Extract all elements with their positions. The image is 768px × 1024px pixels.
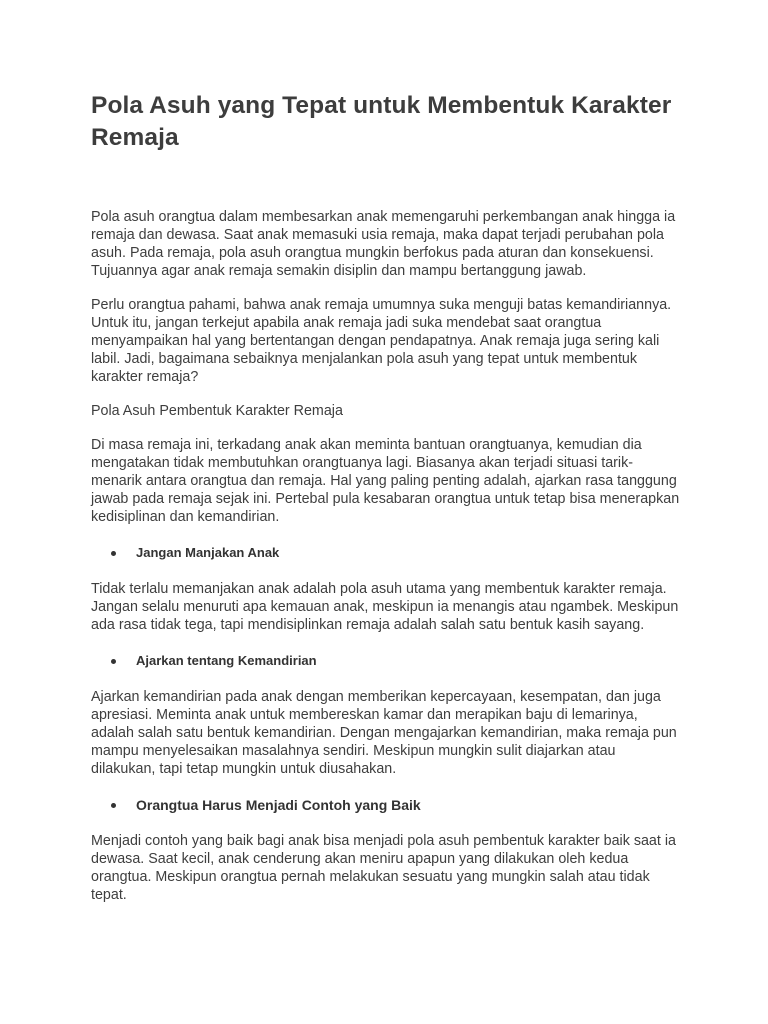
- paragraph-intro-1: Pola asuh orangtua dalam membesarkan anak memengaruhi perkembangan anak hingga ia remaja dan dewasa. Saat anak memasuki usia remaja, maka dapat terjadi perubahan pola asuh. Pada remaja, pola asuh orangtua mungkin berfokus pada aturan dan konsekuensi. Tujuannya agar anak remaja semakin disiplin dan mampu bertanggung jawab.: [91, 209, 676, 279]
- bullet-dot-icon: [111, 659, 116, 664]
- section-subheading: Pola Asuh Pembentuk Karakter Remaja: [91, 403, 343, 419]
- article-title: Pola Asuh yang Tepat untuk Membentuk Karakter Remaja: [91, 92, 672, 151]
- bullet-heading-text: Jangan Manjakan Anak: [136, 545, 280, 560]
- bullet-heading-1: [111, 544, 681, 562]
- bullet-heading-text: Orangtua Harus Menjadi Contoh yang Baik: [136, 797, 421, 813]
- section-body-1: Tidak terlalu memanjakan anak adalah pola asuh utama yang membentuk karakter remaja. Jangan selalu menuruti apa kemauan anak, meskipun ia menangis atau ngambek. Meskipun ada rasa tidak tega, tapi mendisiplinkan remaja adalah salah satu bentuk kasih sayang.: [91, 581, 679, 633]
- bullet-heading-2: [111, 652, 681, 670]
- bullet-dot-icon: [111, 551, 116, 556]
- bullet-heading-text: Ajarkan tentang Kemandirian: [136, 653, 317, 668]
- paragraph-intro-3: Di masa remaja ini, terkadang anak akan meminta bantuan orangtuanya, kemudian dia mengatakan tidak membutuhkan orangtuanya lagi. Biasanya akan terjadi situasi tarik-menarik antara orangtua dan remaja. Hal yang paling penting adalah, ajarkan rasa tanggung jawab pada remaja sejak ini. Pertebal pula kesabaran orangtua untuk tetap bisa menerapkan kedisiplinan dan kemandirian.: [91, 437, 680, 525]
- section-body-2: Ajarkan kemandirian pada anak dengan memberikan kepercayaan, kesempatan, dan juga apresiasi. Meminta anak untuk membereskan kamar dan merapikan baju di lemarinya, adalah salah satu bentuk kemandirian. Dengan mengajarkan kemandirian, maka remaja pun mampu menyelesaikan masalahnya sendiri. Meskipun mungkin sulit diajarkan atau dilakukan, tapi tetap mungkin untuk diusahakan.: [91, 689, 677, 777]
- bullet-heading-3: [111, 796, 681, 814]
- paragraph-intro-2: Perlu orangtua pahami, bahwa anak remaja umumnya suka menguji batas kemandiriannya. Untuk itu, jangan terkejut apabila anak remaja jadi suka mendebat saat orangtua menyampaikan hal yang bertentangan dengan pendapatnya. Anak remaja juga sering kali labil. Jadi, bagaimana sebaiknya menjalankan pola asuh yang tepat untuk membentuk karakter remaja?: [91, 297, 672, 385]
- document-page: [91, 90, 681, 904]
- section-body-3: Menjadi contoh yang baik bagi anak bisa menjadi pola asuh pembentuk karakter baik saat ia dewasa. Saat kecil, anak cenderung akan meniru apapun yang dilakukan oleh kedua orangtua. Meskipun orangtua pernah melakukan sesuatu yang mungkin salah atau tidak tepat.: [91, 833, 676, 903]
- bullet-dot-icon: [111, 803, 116, 808]
